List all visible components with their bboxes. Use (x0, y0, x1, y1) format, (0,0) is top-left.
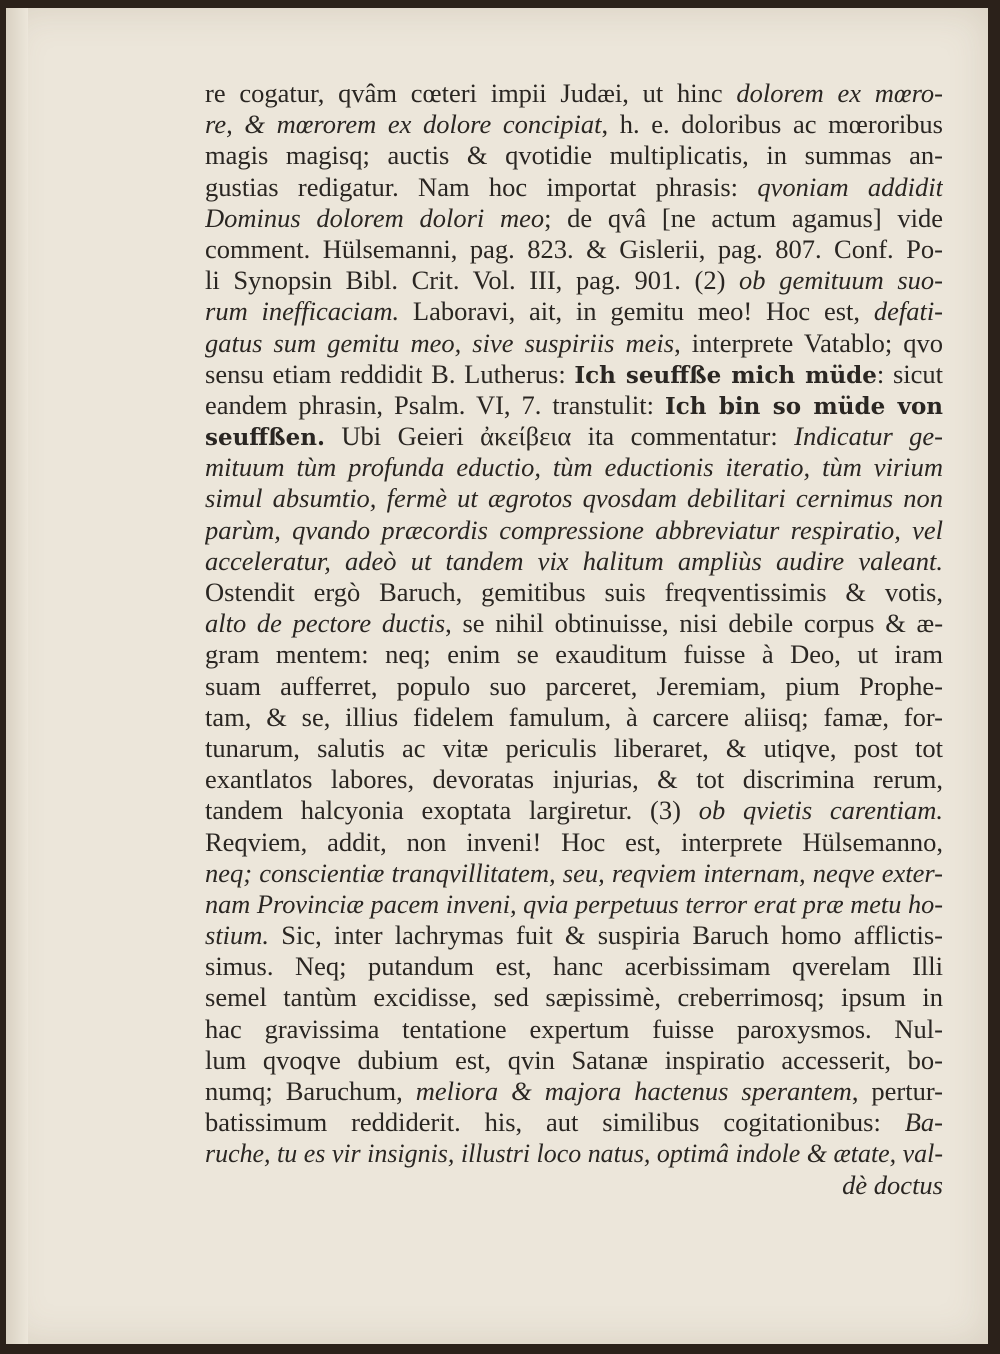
roman-text: hac gravissima tentatione expertum fuisse paroxysmos. Nul- (205, 1013, 943, 1044)
roman-text: eandem phrasin, Psalm. VI, 7. transtulit: (205, 389, 665, 420)
text-block (205, 78, 943, 1201)
roman-text: : sicut (876, 358, 943, 389)
italic-text: re, & mœrorem ex dolore concipiat (205, 109, 602, 140)
roman-text: simus. Neq; putandum est, hanc acerbissimam qverelam Illi (205, 951, 943, 982)
roman-text: numq; Baruchum, (205, 1076, 416, 1106)
roman-text: tunarum, salutis ac vitæ periculis liberaret, & utiqve, post tot (205, 732, 943, 763)
text-line (205, 390, 943, 421)
roman-text: , se nihil obtinuisse, nisi debile corpus & æ- (445, 608, 943, 639)
text-line (205, 608, 943, 639)
book-page (6, 8, 988, 1344)
italic-text: ob qvietis carentiam. (698, 795, 943, 826)
italic-text: defati- (873, 296, 943, 327)
text-line (205, 1045, 943, 1076)
italic-text: dolorem ex mœro- (736, 78, 943, 108)
text-line (205, 140, 943, 171)
roman-text: , h. e. doloribus ac mœroribus (601, 109, 943, 140)
roman-text: magis magisq; auctis & qvotidie multiplicatis, in summas an- (205, 140, 943, 171)
roman-text: exantlatos labores, devoratas injurias, & tot discrimina rerum, (205, 764, 943, 795)
text-line (205, 515, 943, 546)
text-line (205, 827, 943, 858)
text-line (205, 452, 943, 483)
text-line (205, 1076, 943, 1107)
italic-text: mituum tùm profunda eductio, tùm eductionis iteratio, tùm virium (205, 452, 943, 483)
italic-text: ruche, tu es vir insignis, illustri loco natus, optimâ indole & ætate, val- (205, 1139, 943, 1169)
text-line (205, 982, 943, 1013)
text-line (205, 359, 943, 390)
italic-text: qvoniam addidit (757, 171, 943, 202)
text-line (205, 296, 943, 327)
text-line (205, 702, 943, 733)
text-line (205, 951, 943, 982)
roman-text: Sic, inter lachrymas fuit & suspiria Baruch homo afflictis- (269, 920, 943, 951)
roman-text: lum qvoqve dubium est, qvin Satanæ inspiratio accesserit, bo- (205, 1044, 943, 1075)
italic-text: nam Provinciæ pacem inveni, qvia perpetuus terror erat præ metu ho- (205, 889, 943, 919)
text-line (205, 858, 943, 889)
roman-text: li Synopsin Bibl. Crit. Vol. III, pag. 901. (2) (205, 265, 740, 296)
text-line (205, 483, 943, 514)
fraktur-text: Ich seuffße mich müde (574, 361, 877, 389)
italic-text: Indicatur ge- (794, 421, 943, 452)
italic-text: parùm, qvando præcordis compressione abbreviatur respiratio, vel (205, 514, 943, 545)
text-line (205, 1014, 943, 1045)
italic-text: Ba- (904, 1107, 943, 1138)
roman-text: gram mentem: neq; enim se exauditum fuisse à Deo, ut iram (205, 639, 943, 670)
text-line (205, 639, 943, 670)
roman-text: , interprete Vatablo; qvo (674, 327, 943, 358)
italic-text: rum inefficaciam. (205, 296, 400, 327)
text-line (205, 421, 943, 452)
text-line (205, 733, 943, 764)
roman-text: ; de qvâ [ne actum agamus] vide (544, 202, 943, 233)
text-line (205, 328, 943, 359)
roman-text: sensu etiam reddidit B. Lutherus: (205, 358, 575, 389)
roman-text: comment. Hülsemanni, pag. 823. & Gislerii, pag. 807. Conf. Po- (205, 233, 943, 264)
italic-text: simul absumtio, fermè ut ægrotos qvosdam debilitari cernimus non (205, 483, 943, 514)
roman-text: semel tantùm excidisse, sed sæpissimè, creberrimosq; ipsum in (205, 982, 943, 1013)
catchword: dè doctus (842, 1169, 943, 1200)
italic-text: acceleratur, adeò ut tandem vix halitum ampliùs audire valeant. (205, 545, 943, 576)
italic-text: alto de pectore ductis (205, 608, 446, 639)
text-line (205, 265, 943, 296)
text-line (205, 234, 943, 265)
roman-text: suam aufferret, populo suo parceret, Jeremiam, pium Prophe- (205, 670, 943, 701)
text-line (205, 889, 943, 920)
page-edge-shadow (6, 8, 28, 1344)
text-line (205, 795, 943, 826)
italic-text: stium. (205, 920, 270, 951)
roman-text: batissimum reddiderit. his, aut similibus cogitationibus: (205, 1107, 905, 1138)
italic-text: ob gemituum suo- (739, 265, 943, 296)
text-line (205, 920, 943, 951)
text-line (205, 1107, 943, 1138)
roman-text: tam, & se, illius fidelem famulum, à carcere aliisq; famæ, for- (205, 701, 943, 732)
text-line (205, 78, 943, 109)
roman-text: Ubi Geieri ἀκείβεια ita commentatur: (325, 421, 795, 452)
italic-text: meliora & majora hactenus sperantem (415, 1076, 852, 1106)
fraktur-text: Ich bin so müde von (664, 392, 943, 420)
fraktur-text: seuffßen. (205, 424, 326, 452)
text-line (205, 109, 943, 140)
text-line (205, 1138, 943, 1169)
roman-text: re cogatur, qvâm cœteri impii Judæi, ut hinc (205, 78, 737, 108)
roman-text: tandem halcyonia exoptata largiretur. (3) (205, 795, 699, 826)
roman-text: Reqviem, addit, non inveni! Hoc est, interprete Hülsemanno, (205, 826, 943, 857)
italic-text: gatus sum gemitu meo, sive suspiriis meis (205, 327, 675, 358)
roman-text: gustias redigatur. Nam hoc importat phrasis: (205, 171, 758, 202)
italic-text: neq; conscientiæ tranqvillitatem, seu, reqviem internam, neqve exter- (205, 857, 943, 888)
text-line (205, 671, 943, 702)
text-line (205, 577, 943, 608)
text-line (205, 764, 943, 795)
italic-text: Dominus dolorem dolori meo (205, 202, 545, 233)
roman-text: , pertur- (851, 1076, 943, 1106)
roman-text: Ostendit ergò Baruch, gemitibus suis freqventissimis & votis, (205, 577, 943, 607)
roman-text: Laboravi, ait, in gemitu meo! Hoc est, (399, 296, 874, 327)
text-line (205, 172, 943, 203)
text-line (205, 203, 943, 234)
text-line (205, 546, 943, 577)
